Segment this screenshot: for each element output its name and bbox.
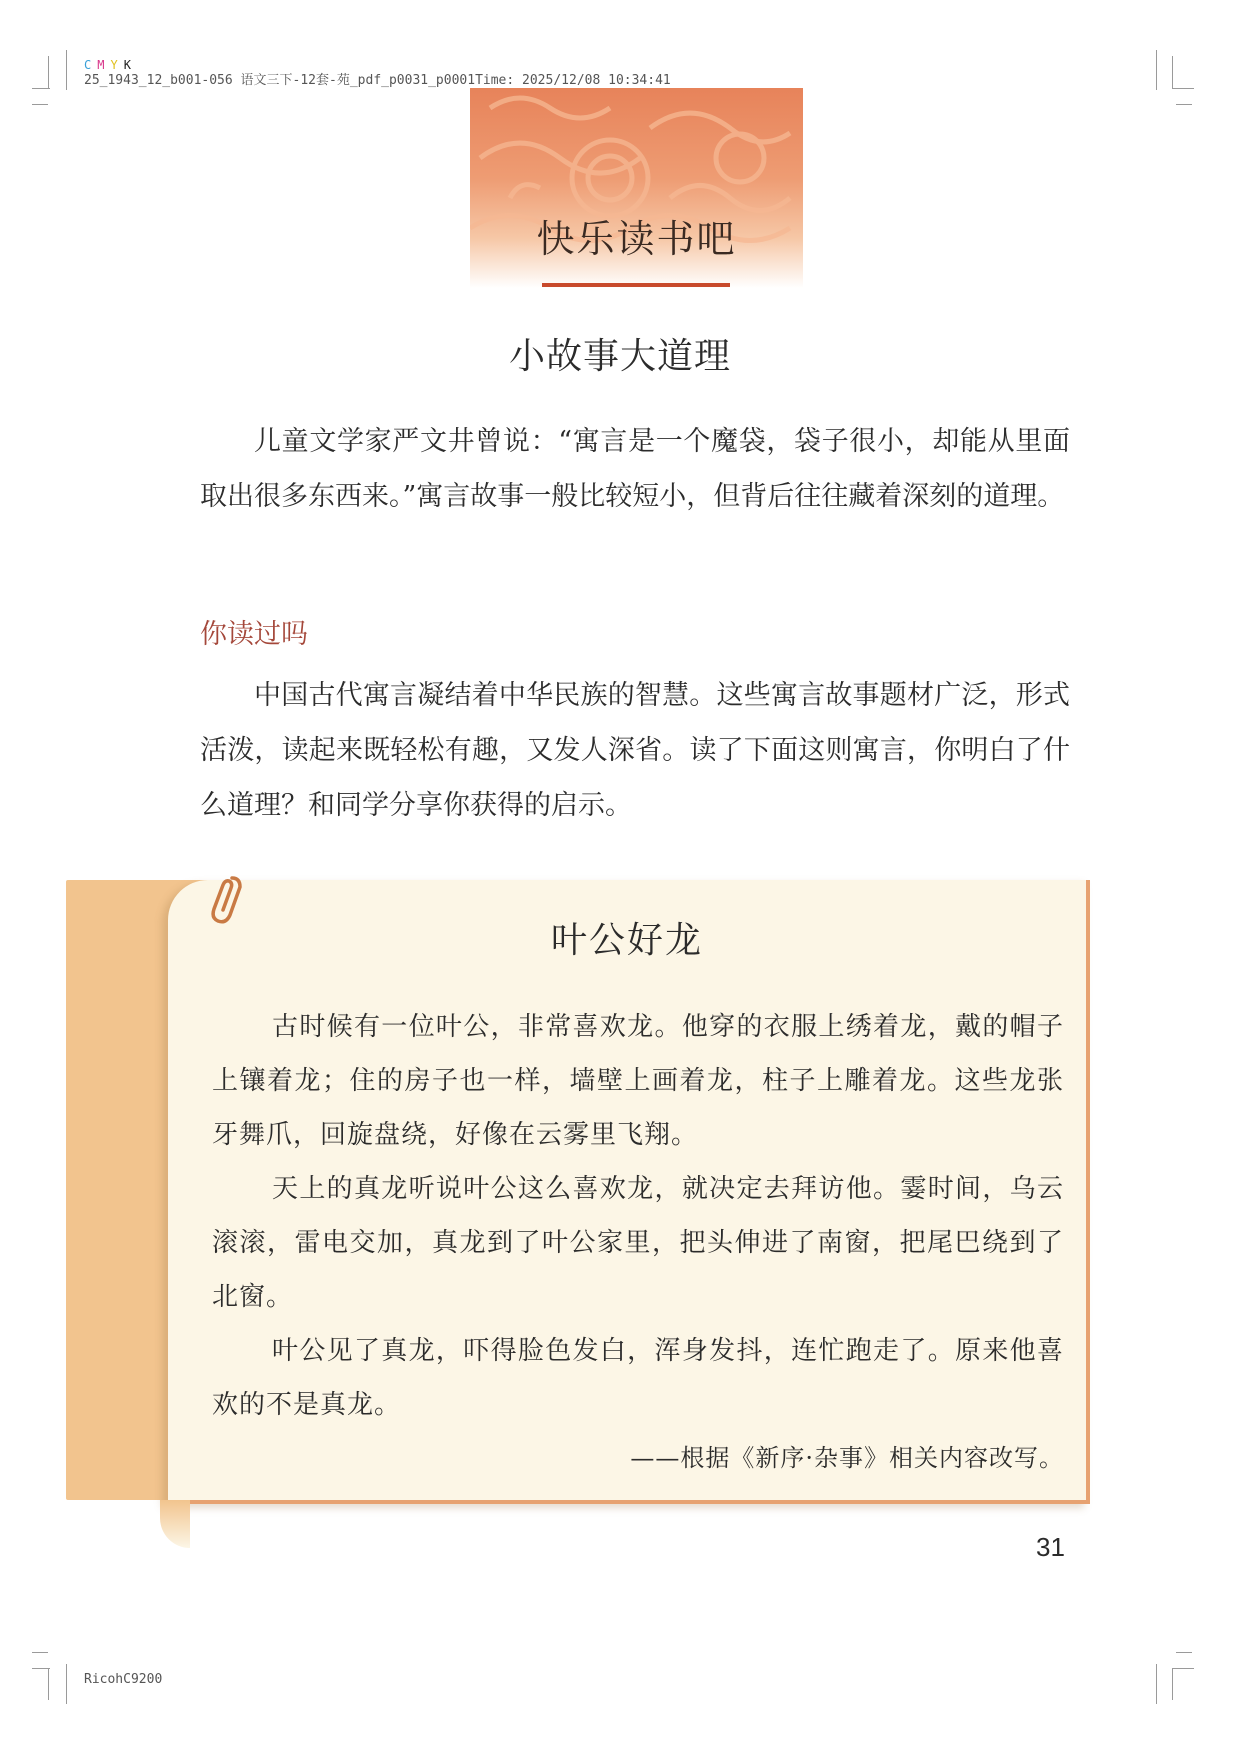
crop-mark: [48, 56, 49, 88]
crop-mark: [32, 88, 50, 89]
print-info: [84, 58, 671, 88]
cmyk-y: Y: [110, 58, 118, 72]
crop-mark: [32, 1652, 48, 1653]
intro-paragraph: 儿童文学家严文井曾说：“寓言是一个魔袋，袋子很小，却能从里面取出很多东西来。”寓言故事一般比较短小，但背后往往藏着深刻的道理。: [200, 426, 1070, 512]
section-paragraph: 中国古代寓言凝结着中华民族的智慧。这些寓言故事题材广泛，形式活泼，读起来既轻松有趣，又发人深省。读了下面这则寓言，你明白了什么道理？和同学分享你获得的启示。: [200, 680, 1070, 821]
printer-label: RicohC9200: [84, 1672, 163, 1687]
story-paragraph-3: 叶公见了真龙，吓得脸色发白，浑身发抖，连忙跑走了。原来他喜欢的不是真龙。: [212, 1336, 1064, 1420]
banner-underline: [542, 283, 730, 287]
page-number: 31: [1036, 1532, 1065, 1562]
file-line: 25_1943_12_b001-056 语文三下-12套-苑_pdf_p0031_p0001Time: 2025/12/08 10:34:41: [84, 73, 671, 88]
crop-mark: [48, 1668, 49, 1700]
crop-mark: [1156, 50, 1157, 90]
cmyk-m: M: [97, 58, 105, 72]
crop-mark: [1156, 1664, 1157, 1704]
cmyk-c: C: [84, 58, 92, 72]
crop-mark: [1176, 104, 1192, 105]
banner-pattern: [470, 88, 803, 288]
crop-mark: [1172, 1668, 1194, 1669]
cmyk-k: K: [123, 58, 131, 72]
crop-mark: [66, 1664, 67, 1704]
crop-mark: [1172, 56, 1173, 88]
crop-mark: [1176, 1652, 1192, 1653]
crop-mark: [1172, 1668, 1173, 1700]
book-page-curl: [160, 1500, 190, 1548]
story-title: 叶公好龙: [550, 920, 703, 961]
cmyk-marks: [84, 58, 671, 73]
story-source: ——根据《新序·杂事》相关内容改写。: [630, 1444, 1064, 1472]
crop-mark: [32, 104, 48, 105]
page-heading: 小故事大道理: [508, 336, 731, 377]
banner-title: 快乐读书吧: [536, 217, 737, 261]
crop-mark: [1172, 88, 1194, 89]
crop-mark: [66, 50, 67, 90]
story-paragraph-1: 古时候有一位叶公，非常喜欢龙。他穿的衣服上绣着龙，戴的帽子上镶着龙；住的房子也一样，墙壁上画着龙，柱子上雕着龙。这些龙张牙舞爪，回旋盘绕，好像在云雾里飞翔。: [212, 1012, 1064, 1150]
story-paragraph-2: 天上的真龙听说叶公这么喜欢龙，就决定去拜访他。霎时间，乌云滚滚，雷电交加，真龙到了叶公家里，把头伸进了南窗，把尾巴绕到了北窗。: [212, 1174, 1064, 1312]
section-label: 你读过吗: [200, 619, 308, 650]
